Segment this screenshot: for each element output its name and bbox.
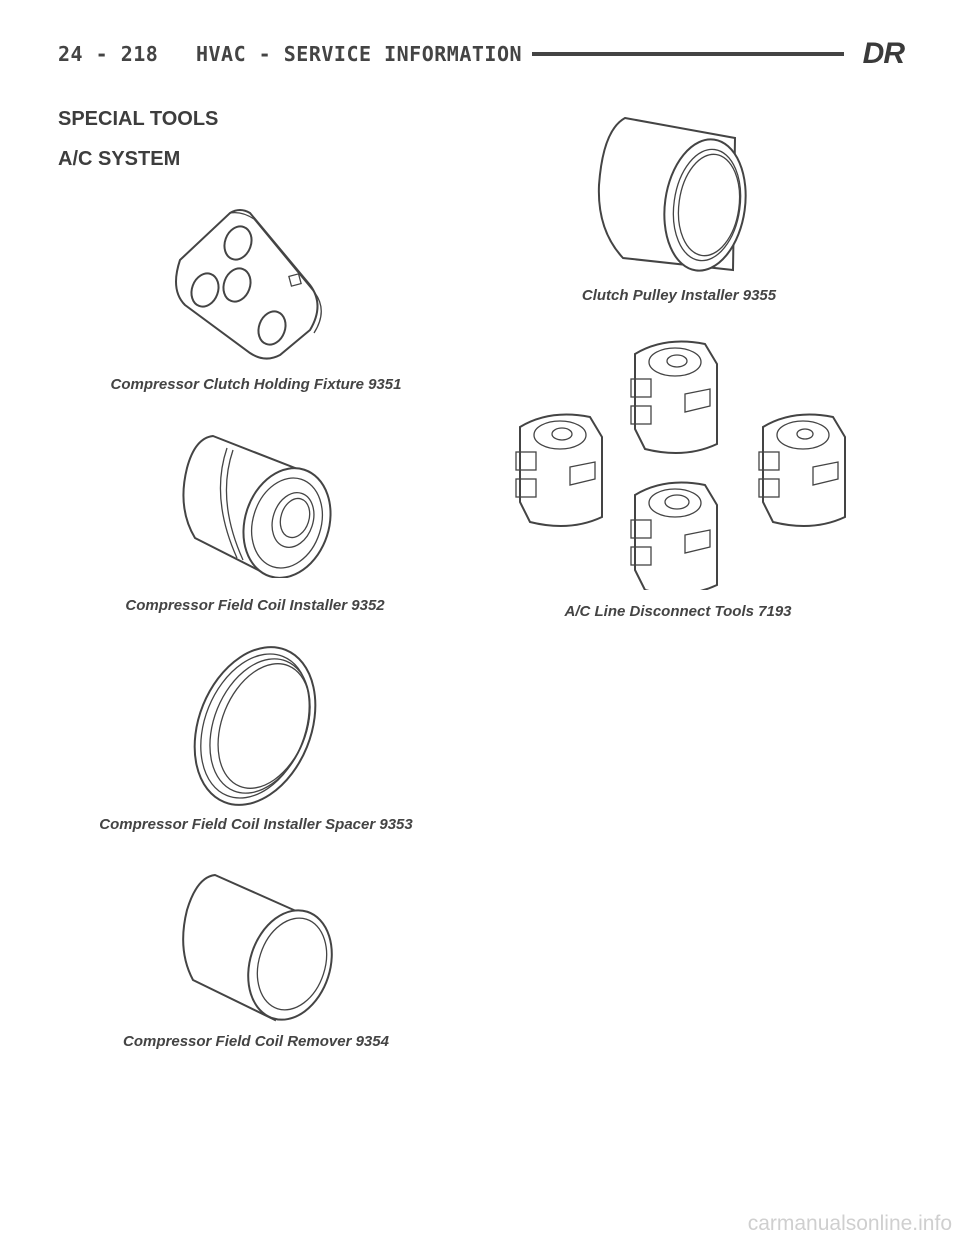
figure-caption: Compressor Clutch Holding Fixture 9351 — [110, 376, 402, 393]
page-header — [58, 34, 904, 74]
page-reference — [58, 34, 532, 74]
section-title: HVAC - SERVICE INFORMATION — [195, 42, 523, 66]
figure-caption: A/C Line Disconnect Tools 7193 — [564, 603, 792, 620]
figure-caption: Compressor Field Coil Installer 9352 — [125, 597, 385, 614]
figure-caption: Compressor Field Coil Remover 9354 — [123, 1033, 389, 1050]
section-heading: SPECIAL TOOLS — [58, 108, 219, 130]
model-code-logo: DR — [855, 34, 904, 74]
page-number: 24 - 218 — [58, 42, 159, 66]
field-coil-installer-illustration — [175, 428, 340, 578]
figure-caption: Clutch Pulley Installer 9355 — [581, 287, 777, 304]
installer-spacer-illustration — [180, 640, 330, 812]
pulley-installer-illustration — [585, 110, 765, 275]
holding-fixture-illustration — [160, 205, 340, 365]
disconnect-tools-illustration — [505, 332, 855, 590]
field-coil-remover-illustration — [175, 865, 340, 1025]
watermark: carmanualsonline.info — [747, 1212, 952, 1235]
figure-caption: Compressor Field Coil Installer Spacer 9353 — [99, 816, 413, 833]
subsection-heading: A/C SYSTEM — [58, 148, 181, 170]
